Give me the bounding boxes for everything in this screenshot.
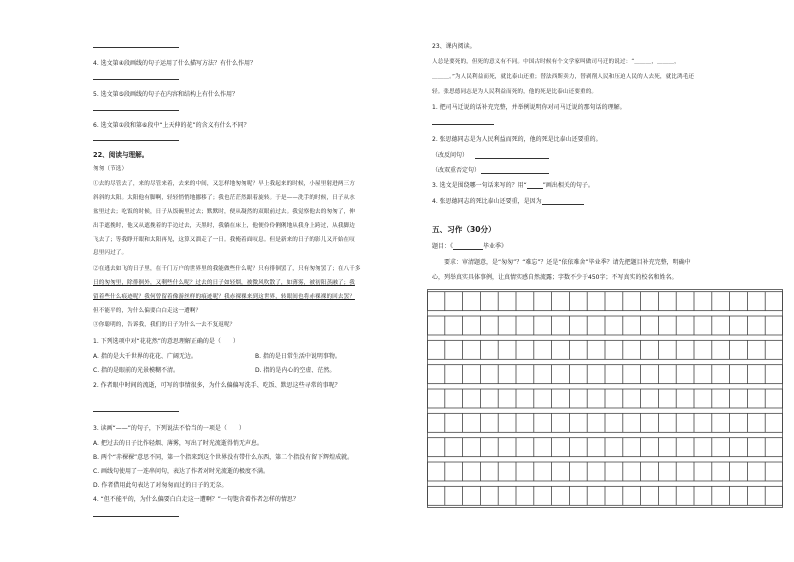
topic-prefix: 题目：《 xyxy=(432,243,454,250)
option-d[interactable]: D. 指的是内心的空虚、茫然。 xyxy=(255,367,336,374)
q3-text-end: ”画出相关的句子。 xyxy=(542,182,594,189)
reading-question-2: 2. 张思德同志是为人民利益而死的，他的死是比泰山还要重的。 xyxy=(432,136,602,143)
answer-line[interactable] xyxy=(475,158,549,159)
section-23-heading: 23、课内阅读。 xyxy=(432,43,476,50)
mark-blank[interactable] xyxy=(527,182,543,189)
section-22-heading: 22、阅读与理解。 xyxy=(93,151,149,159)
passage-line: ③你聪明的，告诉我，我们的日子为什么一去不复返呢？ xyxy=(93,322,236,328)
option-c[interactable]: C. 画线句使用了一连串问句，表达了作者对时光流逝的极度不满。 xyxy=(93,468,270,475)
option-a[interactable]: A. 把过去的日子比作轻烟、薄雾，写出了时光流逝得悄无声息。 xyxy=(93,440,263,447)
passage-line: 斜斜的太阳。太阳他有脚啊，轻轻悄悄地挪移了；我也茫茫然跟着旋转。于是——洗手的时候，日子从水 xyxy=(93,195,355,201)
underlined-passage-line: 留着些什么痕迹呢？我何曾留着像游丝样的痕迹呢？我赤裸裸来到这世界，转眼间也将赤裸裸的回去罢？ xyxy=(93,294,355,300)
question-5: 5. 选文第⑤段画线的句子在内容和结构上有什么作用？ xyxy=(93,91,239,98)
option-d[interactable]: D. 作者借用此句表达了对匆匆而过的日子的无奈。 xyxy=(93,482,228,489)
question-4b: 4. “但不能平的，为什么偏要白白走这一遭啊？”一句饱含着作者怎样的情思？ xyxy=(93,496,299,503)
passage-line: ①去的尽管去了，来的尽管来着，去来的中间，又怎样地匆匆呢？早上我起来的时候，小屋里射进两三方 xyxy=(93,181,355,187)
topic-blank[interactable] xyxy=(453,243,483,250)
reading-question-1: 1. 把司马迁说的话补充完整，并举例说明你对司马迁说的那句话的理解。 xyxy=(432,104,626,111)
requirement-line-1: 要求：审清题意，是“匆匆”？“难忘”？还是“依依难舍”毕业季？请先把题目补充完整，明确中 xyxy=(444,259,691,266)
passage-line: 人总是要死的，但死的意义有不同。中国古时候有个文学家叫做司马迁的说过：“＿＿＿，＿＿＿， xyxy=(432,59,680,65)
composition-topic xyxy=(432,243,507,250)
answer-line[interactable] xyxy=(481,173,549,174)
passage-line: 出手遮挽时，他又从遮挽着的手边过去，天黑时，我躺在床上，他便伶伶俐俐地从我身上跨过，从我脚边 xyxy=(93,223,355,229)
rewrite-rhetorical-label: （改反问句） xyxy=(432,152,469,159)
passage-line: 息里闪过了。 xyxy=(93,250,128,256)
section-5-heading: 五、习作（30分） xyxy=(432,225,496,234)
mc-question-1: 1. 下列选项中对“花花然”的意思理解正确的是（ ） xyxy=(93,338,239,345)
passage-title: 匆匆（节选） xyxy=(93,166,128,172)
passage-line: 盆里过去；吃饭的时候，日子从饭碗里过去；默默时，便从凝然的双眼前过去。我觉察他去的匆匆了，伸 xyxy=(93,209,355,215)
answer-line[interactable] xyxy=(93,47,179,48)
passage-line: ②在逃去如飞的日子里，在千门万户的世界里的我能做些什么呢？只有徘徊罢了，只有匆匆罢了；在八千多 xyxy=(93,266,361,272)
reading-question-4 xyxy=(432,198,584,205)
question-2: 2. 作者眼中时间的流逝，可写的事情很多，为什么偏偏写洗手、吃饭、默思这些寻常的事呢？ xyxy=(93,382,341,389)
q3-text-start: 3. 选文是围绕哪一句话来写的？用“ xyxy=(432,182,527,189)
answer-line[interactable] xyxy=(93,110,179,111)
rewrite-double-negative-label: （改双重否定句） xyxy=(432,167,481,174)
requirement-line-2: 心，列举真实具体事例，让真情实感自然流露；字数不少于450字；不写真实的校名和姓名。 xyxy=(432,274,678,281)
option-b[interactable]: B. 两个“赤裸裸”意思不同，第一个指来到这个世界没有带什么东西，第二个指没有留下辉煌成就。 xyxy=(93,454,354,461)
passage-line: 飞去了；等我睁开眼和太阳再见，这算又溜走了一日。我掩着面叹息。但是新来的日子的影儿又开始在叹 xyxy=(93,237,355,243)
passage-line: 但不能平的，为什么偏要白白走这一遭啊？ xyxy=(93,308,202,314)
passage-line: ＿＿＿。”为人民利益而死，就比泰山还重；替法西斯卖力，替剥削人民和压迫人民的人去死，就比鸿毛还 xyxy=(432,74,695,80)
answer-line[interactable] xyxy=(93,411,179,412)
underlined-passage-line: 日的匆匆里，除徘徊外，又剩些什么呢？过去的日子如轻烟，被微风吹散了，如薄雾，被初阳蒸融了；我 xyxy=(93,280,355,286)
composition-grid[interactable] xyxy=(427,289,783,508)
option-b[interactable]: B. 指的是日常生活中说明事物。 xyxy=(255,353,341,360)
answer-line[interactable] xyxy=(432,124,494,125)
answer-blank[interactable] xyxy=(542,198,584,205)
q4-text: 4. 张思德同志的死比泰山还要重，是因为 xyxy=(432,198,542,205)
question-4: 4. 选文第④段画线的句子运用了什么描写方法？有什么作用？ xyxy=(93,60,257,67)
reading-question-3 xyxy=(432,182,594,189)
option-c[interactable]: C. 指的是眼前的光景模糊不清。 xyxy=(93,367,180,374)
answer-line[interactable] xyxy=(93,79,179,80)
passage-line: 轻。张思德同志是为人民利益而死的，他的死是比泰山还要重的。 xyxy=(432,89,598,95)
option-a[interactable]: A. 指的是大千世界的花花、广阔无边。 xyxy=(93,353,197,360)
question-6: 6. 选文第①段和第⑥段中“上天伸的花”的含义有什么不同？ xyxy=(93,122,250,129)
answer-line[interactable] xyxy=(93,140,179,141)
mc-question-3: 3. 读画“——”的句子，下列说法不恰当的一项是（ ） xyxy=(93,425,245,432)
answer-line[interactable] xyxy=(93,516,179,517)
topic-suffix: 毕业季》 xyxy=(483,243,508,250)
